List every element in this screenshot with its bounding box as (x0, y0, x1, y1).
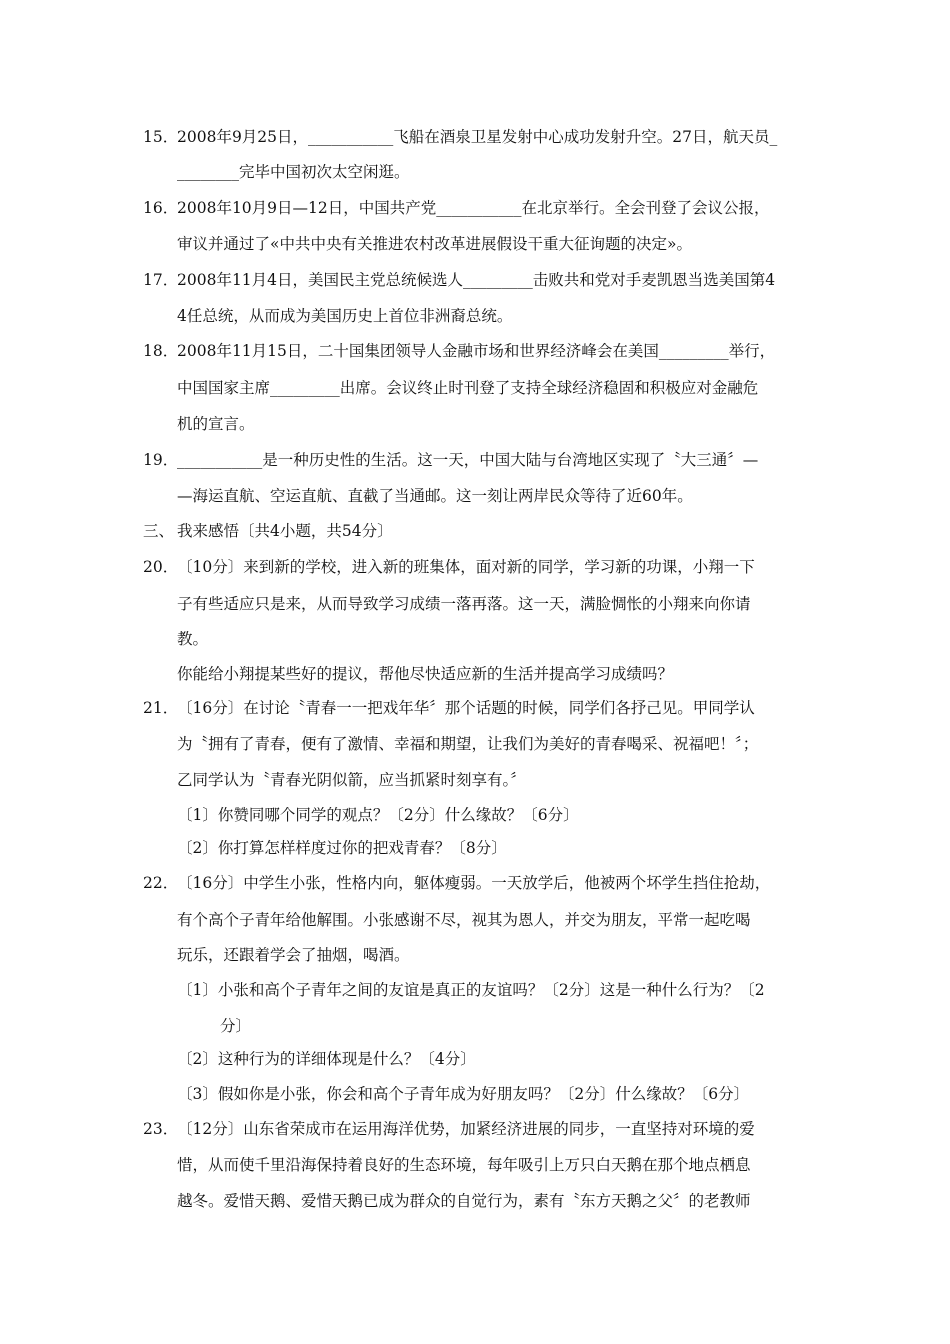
q22-text-cont2: 玩乐，还跟着学会了抽烟，喝酒。 (177, 946, 410, 964)
section-3-title: 我来感悟〔共4小题，共54分〕 (177, 522, 393, 540)
q21-sub-2-text: 〔2〕你打算怎样样度过你的把戏青春？〔8分〕 (177, 839, 507, 857)
q23-text-cont2: 越冬。爱惜天鹅、爱惜天鹅已成为群众的自觉行为，素有〝东方天鹅之父〞的老教师 (177, 1192, 751, 1210)
q16-number: 16． (143, 199, 179, 217)
q18-number: 18． (143, 342, 179, 360)
q23-text-cont: 惜，从而使千里沿海保持着良好的生态环境，每年吸引上万只白天鹅在那个地点栖息 (177, 1156, 751, 1174)
q17-text: 2008年11月4日，美国民主党总统候选人_________击败共和党对手麦凯恩当选美国第4 (177, 271, 776, 289)
q22-sub-3-text: 〔3〕假如你是小张，你会和高个子青年成为好朋友吗？〔2分〕什么缘故？〔6分〕 (177, 1085, 750, 1103)
q18-text: 2008年11月15日，二十国集团领导人金融市场和世界经济峰会在美国_________举行， (177, 342, 776, 360)
q15-text: 2008年9月25日，___________飞船在酒泉卫星发射中心成功发射升空。27日，航天员_ (177, 128, 778, 146)
q21-text-cont: 为〝拥有了青春，便有了激情、幸福和期望，让我们为美好的青春喝采、祝福吧！〞； (177, 735, 759, 753)
q22-sub-1-text: 〔1〕小张和高个子青年之间的友谊是真正的友谊吗？〔2分〕这是一种什么行为？〔2 (177, 981, 765, 999)
q20-text-cont: 子有些适应只是来，从而导致学习成绩一落再落。这一天，满脸惆怅的小翔来向你请 (177, 595, 751, 613)
q19-text: ___________是一种历史性的生活。这一天，中国大陆与台湾地区实现了〝大三通〞— (177, 451, 759, 469)
q22-text: 〔16分〕中学生小张，性格内向，躯体瘦弱。一天放学后，他被两个坏学生挡住抢劫， (177, 874, 771, 892)
q19-text-cont: —海运直航、空运直航、直截了当通邮。这一刻让两岸民众等待了近60年。 (177, 487, 693, 505)
q21-text: 〔16分〕在讨论〝青春一一把戏年华〞那个话题的时候，同学们各抒己见。甲同学认 (177, 699, 755, 717)
section-3-number: 三、 (143, 522, 175, 540)
q15-number: 15． (143, 128, 179, 146)
q17-number: 17． (143, 271, 179, 289)
q22-sub-1-text-cont: 分〕 (220, 1017, 252, 1035)
q18-text-cont: 中国国家主席_________出席。会议终止时刊登了支持全球经济稳固和积极应对金融危 (177, 379, 759, 397)
q22-number: 22． (143, 874, 179, 892)
q15-text-cont: ________完毕中国初次太空闲逛。 (177, 163, 410, 181)
q19-number: 19． (143, 451, 179, 469)
q16-text-cont: 审议并通过了«中共中央有关推进农村改革进展假设干重大征询题的决定»。 (177, 235, 692, 253)
q22-text-cont: 有个高个子青年给他解围。小张感谢不尽，视其为恩人，并交为朋友，平常一起吃喝 (177, 911, 751, 929)
q21-sub-1-text: 〔1〕你赞同哪个同学的观点？〔2分〕什么缘故？〔6分〕 (177, 806, 579, 824)
q21-text-cont2: 乙同学认为〝青春光阴似箭，应当抓紧时刻享有。〞 (177, 771, 526, 789)
q20-number: 20． (143, 558, 179, 576)
q23-number: 23． (143, 1120, 179, 1138)
q21-number: 21． (143, 699, 179, 717)
q20-text-cont2: 教。 (177, 630, 209, 648)
q20-text: 〔10分〕来到新的学校，进入新的班集体，面对新的同学，学习新的功课，小翔一下 (177, 558, 755, 576)
q22-sub-2-text: 〔2〕这种行为的详细体现是什么？〔4分〕 (177, 1050, 476, 1068)
q18-text-cont2: 机的宣言。 (177, 415, 255, 433)
q20-question-text: 你能给小翔提某些好的提议，帮他尽快适应新的生活并提高学习成绩吗？ (177, 665, 674, 683)
q16-text: 2008年10月9日—12日，中国共产党___________在北京举行。全会刊登了会议公报， (177, 199, 770, 217)
q23-text: 〔12分〕山东省荣成市在运用海洋优势，加紧经济进展的同步，一直坚持对环境的爱 (177, 1120, 755, 1138)
q17-text-cont: 4任总统，从而成为美国历史上首位非洲裔总统。 (177, 307, 513, 325)
